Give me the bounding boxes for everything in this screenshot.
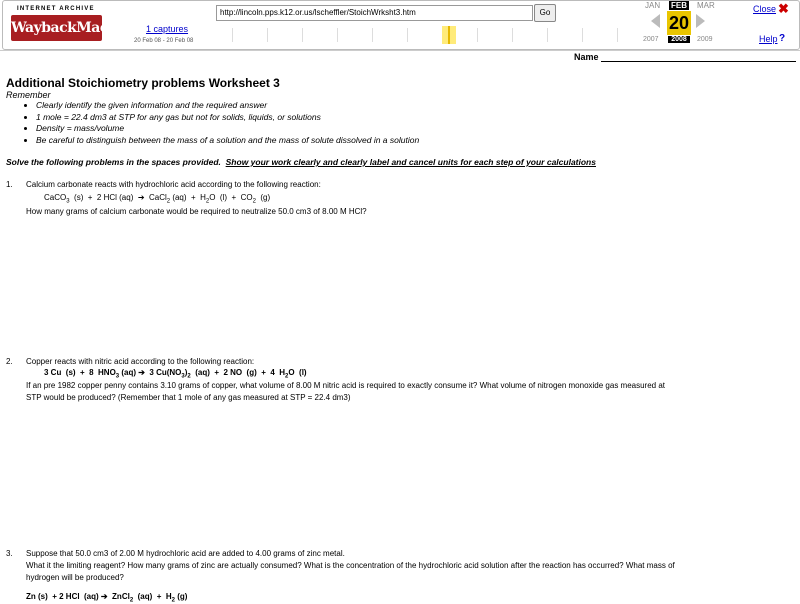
help-icon[interactable]: ? xyxy=(779,33,786,44)
prev-month[interactable]: JAN xyxy=(645,1,661,10)
question-intro: Suppose that 50.0 cm3 of 2.00 M hydrochloric acid are added to 4.00 grams of zinc metal. xyxy=(26,549,345,558)
name-blank-line xyxy=(601,61,796,62)
name-label: Name xyxy=(574,52,599,62)
capture-timeline[interactable] xyxy=(212,24,632,46)
logo-top-text: INTERNET ARCHIVE xyxy=(17,6,95,12)
timeline-tick xyxy=(302,28,303,42)
wayback-toolbar xyxy=(0,0,800,51)
instructions-main: Show your work clearly and clearly label and cancel units for each step of your calculations xyxy=(225,157,596,167)
timeline-tick xyxy=(547,28,548,42)
timeline-tick xyxy=(582,28,583,42)
rule-item: • Be careful to distinguish between the mass of a solution and the mass of solute dissolved in a solution xyxy=(36,135,419,147)
question-2-text xyxy=(26,380,796,408)
close-link[interactable]: Close xyxy=(753,4,777,14)
capture-date-range: 20 Feb 08 - 20 Feb 08 xyxy=(134,38,194,44)
rule-item: • Clearly identify the given information and the required answer xyxy=(36,100,419,112)
question-text: STP would be produced? (Remember that 1 mole of any gas measured at STP = 22.4 dm3) xyxy=(26,393,351,402)
equation-3: Zn (s) + 2 HCl (aq) ➔ ZnCl$_2$ $(aq) + H_2$ (g) xyxy=(26,592,188,604)
instructions xyxy=(6,157,596,167)
timeline-tick xyxy=(337,28,338,42)
question-number: 2. xyxy=(6,357,13,366)
current-month: FEB xyxy=(671,1,687,10)
timeline-tick xyxy=(477,28,478,42)
next-capture-arrow-icon[interactable] xyxy=(696,14,705,28)
timeline-capture-marker[interactable] xyxy=(448,26,450,44)
prev-year[interactable]: 2007 xyxy=(643,36,659,43)
timeline-tick xyxy=(267,28,268,42)
next-year[interactable]: 2009 xyxy=(697,36,713,43)
question-3-text xyxy=(26,560,796,588)
question-number: 3. xyxy=(6,549,13,558)
question-intro: Calcium carbonate reacts with hydrochloric acid according to the following reaction: xyxy=(26,180,321,189)
prev-capture-arrow-icon[interactable] xyxy=(651,14,660,28)
question-1-text xyxy=(26,206,796,220)
close-icon[interactable]: ✖ xyxy=(778,1,789,16)
question-text: What it the limiting reagent? How many grams of zinc are actually consumed? What is the concentration of the hydrochloric acid solution after the reaction has occurred? What mass of xyxy=(26,561,675,570)
equation-1: CaCO$_3$ (s) + 2 HCl (aq) ➔ CaCl$_2$ $(aq) + H_2O$ $(l) + CO_2$ (g) xyxy=(44,193,271,205)
timeline-tick xyxy=(407,28,408,42)
question-number: 1. xyxy=(6,180,13,189)
logo-main-text: WaybackMachine xyxy=(11,15,102,41)
question-intro: Copper reacts with nitric acid according to the following reaction: xyxy=(26,357,255,366)
question-text: hydrogen will be produced? xyxy=(26,573,124,582)
equation-2: 3 Cu (s) + 8 $HNO_3$ (aq) ➔ 3 $Cu(NO_3)_2$ (aq) + 2 NO (g) + 4 $H_2O$ (l) xyxy=(44,368,307,380)
timeline-tick xyxy=(512,28,513,42)
rules-list xyxy=(22,100,419,146)
timeline-tick xyxy=(617,28,618,42)
timeline-tick xyxy=(372,28,373,42)
current-day: 20 xyxy=(668,13,690,33)
current-year: 2008 xyxy=(668,36,690,43)
rule-item: • Density = mass/volume xyxy=(36,123,419,135)
question-text: How many grams of calcium carbonate would be required to neutralize 50.0 cm3 of 8.00 M HCl? xyxy=(26,207,367,216)
remember-label: Remember xyxy=(6,90,51,100)
timeline-tick xyxy=(232,28,233,42)
wayback-logo[interactable] xyxy=(5,3,141,43)
go-button[interactable]: Go xyxy=(534,4,556,22)
help-link[interactable]: Help xyxy=(759,34,778,44)
next-month[interactable]: MAR xyxy=(697,1,715,10)
captures-link[interactable]: 1 captures xyxy=(146,24,189,34)
url-input[interactable]: http://lincoln.pps.k12.or.us/lscheffler/StoichWrksht3.htm xyxy=(216,5,533,21)
question-text: If an pre 1982 copper penny contains 3.10 grams of copper, what volume of 8.00 M nitric acid is required to exactly consume it? What volume of nitrogen monoxide gas measured at xyxy=(26,381,666,390)
rule-item: • 1 mole = 22.4 dm3 at STP for any gas but not for solids, liquids, or solutions xyxy=(36,112,419,124)
page-title: Additional Stoichiometry problems Worksheet 3 xyxy=(6,76,280,90)
instructions-lead: Solve the following problems in the spaces provided. xyxy=(6,157,221,167)
